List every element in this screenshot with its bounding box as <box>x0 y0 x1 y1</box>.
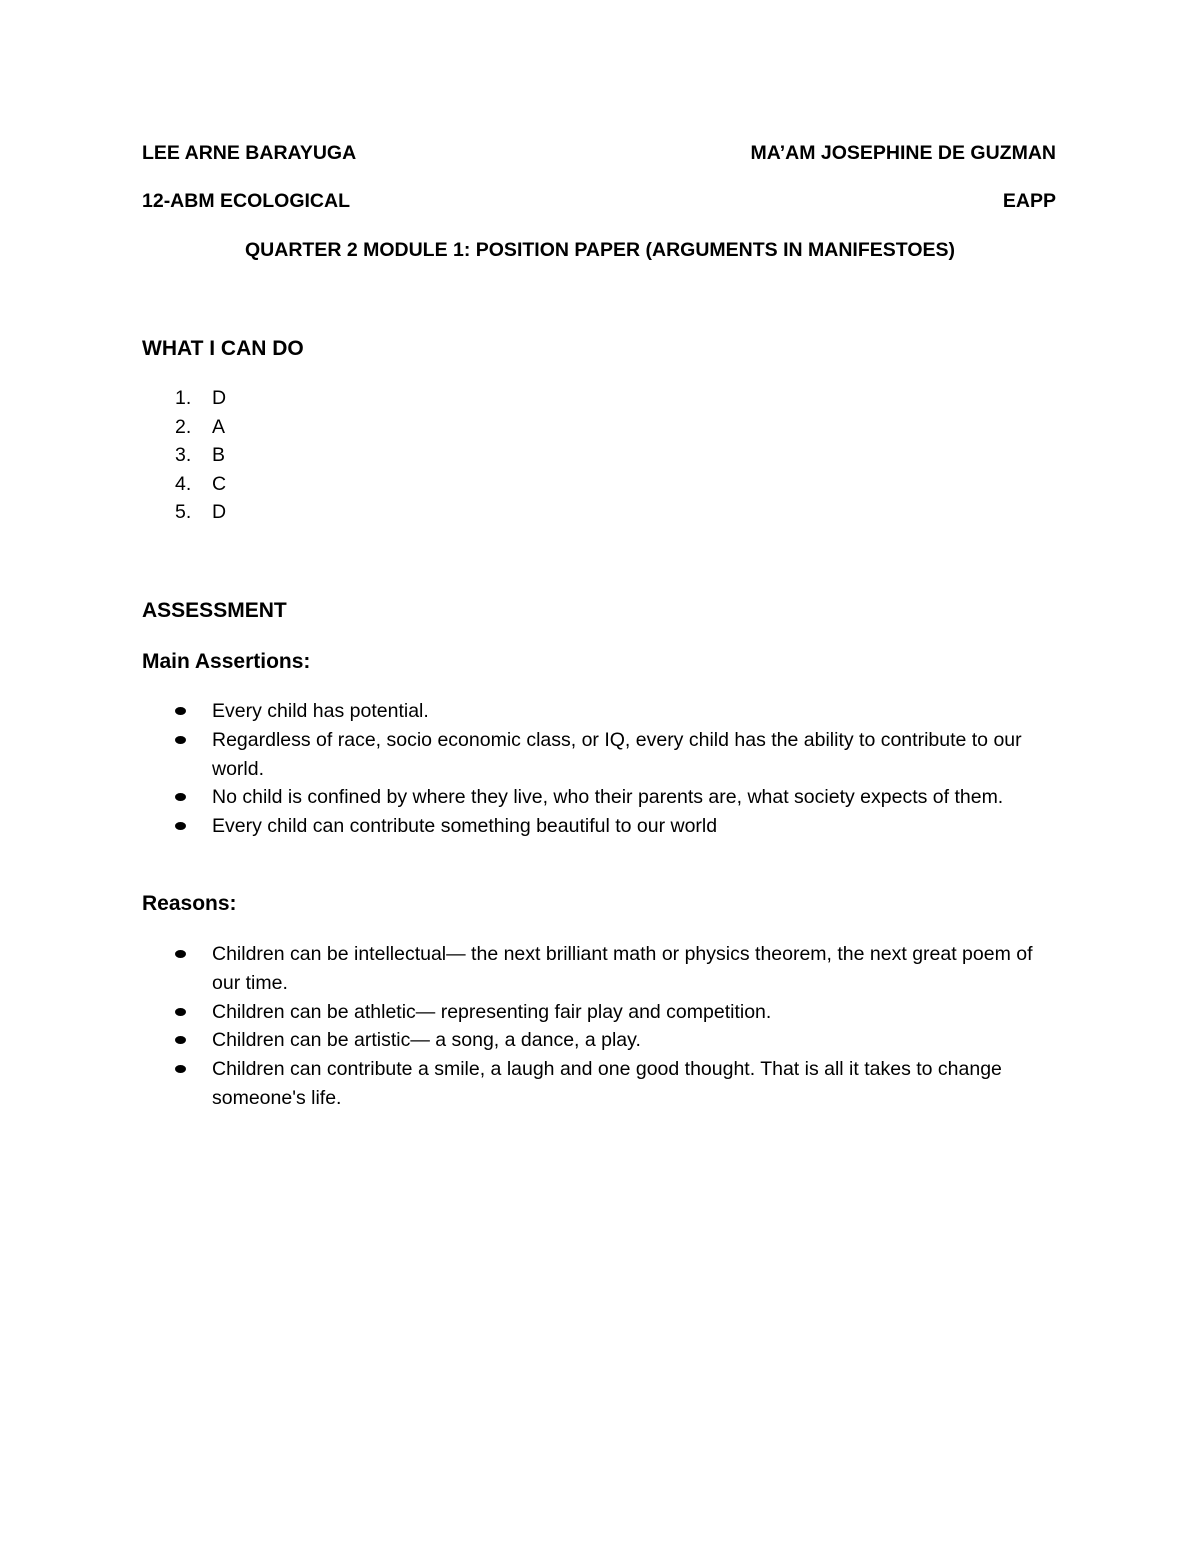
what-i-can-do-heading: WHAT I CAN DO <box>142 337 304 360</box>
bullet-icon <box>175 1065 186 1073</box>
reasons-heading: Reasons: <box>142 892 237 915</box>
reason-text: Children can be intellectual— the next brilliant math or physics theorem, the next great poem of our time. <box>212 943 1033 994</box>
answer-letter: C <box>212 472 227 495</box>
answer-letter: D <box>212 387 227 409</box>
assessment-heading: ASSESSMENT <box>142 599 287 622</box>
bullet-icon <box>175 707 186 715</box>
main-assertions-list <box>142 697 1056 841</box>
section-name: 12-ABM ECOLOGICAL <box>142 190 351 212</box>
bullet-icon <box>175 1036 186 1044</box>
list-item <box>142 940 1056 998</box>
answer-item <box>175 441 226 470</box>
reason-text: Children can contribute a smile, a laugh and one good thought. That is all it takes to change someone's life. <box>212 1058 1002 1109</box>
list-item <box>142 998 1056 1027</box>
bullet-icon <box>175 822 186 830</box>
answer-item <box>175 470 226 499</box>
header-row-class <box>142 189 1056 213</box>
document-title: QUARTER 2 MODULE 1: POSITION PAPER (ARGUMENTS IN MANIFESTOES) <box>245 239 955 261</box>
answer-list <box>175 384 226 527</box>
answer-letter: D <box>212 501 227 524</box>
bullet-icon <box>175 736 186 744</box>
reason-text: Children can be athletic— representing fair play and competition. <box>212 1000 772 1023</box>
subject-name: EAPP <box>1002 190 1056 212</box>
student-name: LEE ARNE BARAYUGA <box>142 142 357 164</box>
answer-number: 3. <box>175 444 192 467</box>
teacher-name: MA’AM JOSEPHINE DE GUZMAN <box>750 142 1056 164</box>
answer-number: 4. <box>175 472 192 495</box>
answer-item <box>175 384 226 413</box>
bullet-icon <box>175 1008 186 1016</box>
list-item <box>142 783 1056 812</box>
answer-number: 1. <box>175 387 192 409</box>
answer-letter: B <box>212 444 226 467</box>
list-item <box>142 726 1056 784</box>
bullet-icon <box>175 950 186 958</box>
answer-number: 5. <box>175 501 192 524</box>
reason-text: Children can be artistic— a song, a dance, a play. <box>212 1029 641 1052</box>
bullet-icon <box>175 793 186 801</box>
list-item <box>142 1026 1056 1055</box>
header-row-names <box>142 141 1056 165</box>
answer-number: 2. <box>175 415 192 438</box>
main-assertions-heading: Main Assertions: <box>142 650 311 673</box>
list-item <box>142 697 1056 726</box>
reasons-list <box>142 940 1056 1113</box>
assertion-text: Regardless of race, socio economic class, or IQ, every child has the ability to contribute to our world. <box>212 728 1022 780</box>
answer-item <box>175 498 226 527</box>
assertion-text: Every child can contribute something beautiful to our world <box>212 815 718 838</box>
answer-item <box>175 413 226 442</box>
assertion-text: Every child has potential. <box>212 700 429 722</box>
assertion-text: No child is confined by where they live, who their parents are, what society expects of them. <box>212 786 1004 809</box>
answer-letter: A <box>212 415 226 438</box>
list-item <box>142 1055 1056 1113</box>
list-item <box>142 812 1056 841</box>
